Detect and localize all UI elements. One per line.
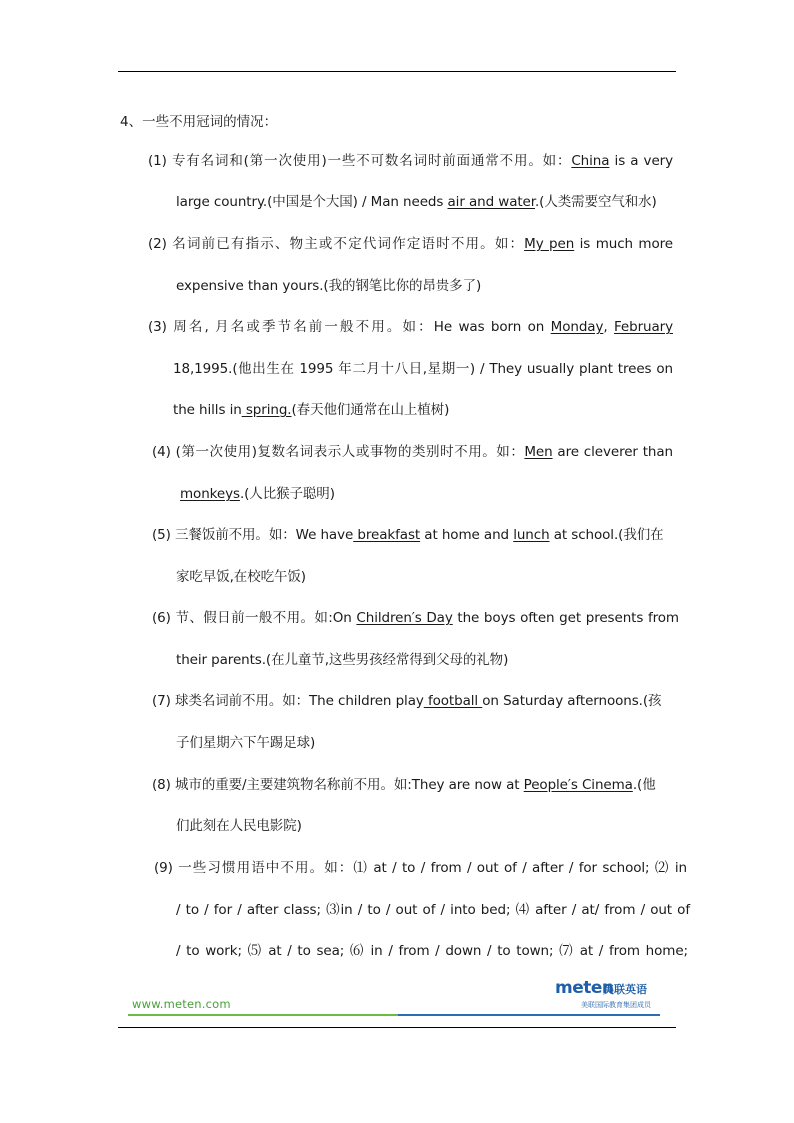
item-8-line-1: (8) 城市的重要/主要建筑物名称前不用。如:They are now at People′s Cinema.(他 (152, 777, 656, 793)
header-rule (118, 71, 676, 72)
item-4-line-2: monkeys.(人比猴子聪明) (180, 486, 335, 502)
underlined-word: China (571, 153, 610, 169)
item-9-line-1: (9) 一些习惯用语中不用。如：⑴ at / to / from / out of / after / for school; ⑵ in (154, 860, 687, 876)
underlined-word: Men (524, 444, 553, 460)
underlined-word: monkeys (180, 486, 240, 502)
item-7-line-2: 子们星期六下午踢足球) (176, 735, 316, 751)
item-1-line-1: (1) 专有名词和(第一次使用)一些不可数名词时前面通常不用。如：China is a very (148, 153, 673, 169)
underlined-word: spring. (241, 402, 292, 418)
item-5-line-2: 家吃早饭,在校吃午饭) (176, 569, 306, 585)
item-3-line-3: the hills in spring.(春天他们通常在山上植树) (173, 402, 450, 418)
underlined-word: Monday (550, 319, 604, 335)
item-3-line-2: 18,1995.(他出生在 1995 年二月十八日,星期一) / They usually plant trees on (173, 361, 673, 377)
item-1-line-2: large country.(中国是个大国) / Man needs air and water.(人类需要空气和水) (176, 194, 657, 210)
logo-wordmark: meten (555, 978, 614, 998)
website-url: www.meten.com (132, 997, 231, 1011)
item-4-line-1: (4) (第一次使用)复数名词表示人或事物的类别时不用。如：Men are cleverer than (152, 444, 673, 460)
section-heading: 4、一些不用冠词的情况： (120, 114, 278, 130)
underlined-word: My pen (524, 236, 575, 252)
underlined-word: People′s Cinema (523, 777, 633, 793)
underlined-word: February (613, 319, 673, 335)
meten-logo (555, 978, 665, 1012)
underlined-word: breakfast (353, 527, 421, 543)
underlined-word: air and water (447, 194, 535, 210)
underlined-word: lunch (513, 527, 550, 543)
underlined-word: football (423, 693, 483, 709)
footer-green-bar (128, 1014, 398, 1016)
item-9-line-3: / to work; ⑸ at / to sea; ⑹ in / from / down / to town; ⑺ at / from home; (176, 943, 688, 959)
footer-blue-bar (398, 1014, 660, 1016)
underlined-word: Children′s Day (356, 610, 453, 626)
footer-rule (118, 1027, 676, 1028)
item-7-line-1: (7) 球类名词前不用。如：The children play football on Saturday afternoons.(孩 (152, 693, 662, 709)
logo-subtitle: 美联国际教育集团成员 (581, 1001, 651, 1009)
page-footer (118, 975, 676, 1035)
item-2-line-2: expensive than yours.(我的钢笔比你的昂贵多了) (176, 278, 482, 294)
logo-chinese-name: 美联英语 (603, 983, 647, 996)
item-6-line-2: their parents.(在儿童节,这些男孩经常得到父母的礼物) (176, 652, 509, 668)
item-3-line-1: (3) 周名, 月名或季节名前一般不用。如：He was born on Monday, February (148, 319, 673, 335)
item-9-line-2: / to / for / after class; ⑶in / to / out of / into bed; ⑷ after / at/ from / out of (176, 902, 690, 918)
item-2-line-1: (2) 名词前已有指示、物主或不定代词作定语时不用。如：My pen is much more (148, 236, 674, 252)
item-6-line-1: (6) 节、假日前一般不用。如:On Children′s Day the boys often get presents from (152, 610, 679, 626)
item-5-line-1: (5) 三餐饭前不用。如：We have breakfast at home and lunch at school.(我们在 (152, 527, 664, 543)
item-8-line-2: 们此刻在人民电影院) (176, 818, 302, 834)
